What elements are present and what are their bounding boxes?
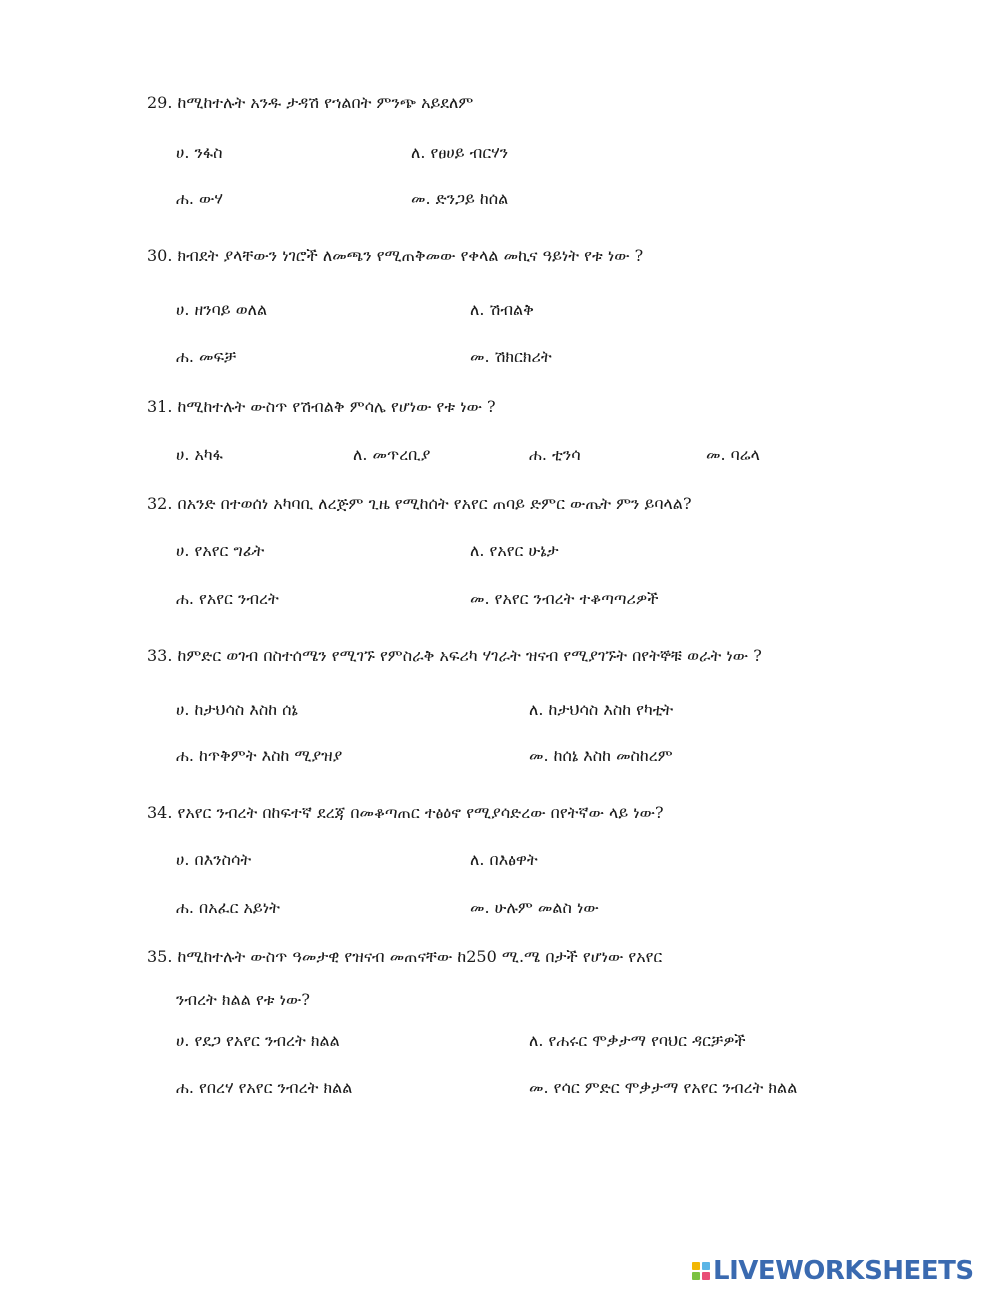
question-32: 32. በአንድ በተወሰነ አካባቢ ለረጅም ጊዜ የሚከሰት የአየር ጠባይ ድምር ውጤት ምን ይባላል? [147,494,692,513]
question-35-continuation: ንብረት ክልል የቱ ነው? [176,990,310,1009]
q32-option-d[interactable]: መ. የአየር ንብረት ተቆጣጣሪዎች [470,589,659,608]
q33-option-b[interactable]: ለ. ከታህሳስ እስከ የካቲት [529,700,674,719]
q31-option-c[interactable]: ሐ. ቲንሳ [529,445,581,464]
q33-option-d[interactable]: መ. ከሰኔ እስከ መስከረም [529,746,673,765]
q35-option-b[interactable]: ለ. የሐሩር ሞቃታማ የባህር ዳርቻዎች [529,1031,746,1050]
question-29: 29. ከሚከተሉት አንዱ ታዳሽ የኀልበት ምንጭ አይደለም [147,93,474,112]
q29-option-a[interactable]: ሀ. ንፋስ [176,143,223,162]
q35-option-a[interactable]: ሀ. የደጋ የአየር ንብረት ክልል [176,1031,340,1050]
logo-text: LIVEWORKSHEETS [713,1256,974,1286]
q30-option-b[interactable]: ለ. ሽብልቅ [470,300,534,319]
q35-option-d[interactable]: መ. የሳር ምድር ሞቃታማ የአየር ንብረት ክልል [529,1078,798,1097]
question-33: 33. ከምድር ወገብ በስተሰሜን የሚገኙ የምስራቅ አፍሪካ ሃገራት ዝናብ የሚያገኙት በየትኞቹ ወራት ነው ? [147,646,762,665]
q30-option-d[interactable]: መ. ሽክርክሪት [470,347,552,366]
q32-option-a[interactable]: ሀ. የአየር ግፊት [176,541,265,560]
q34-option-b[interactable]: ለ. በእፅዋት [470,850,538,869]
logo-square [702,1272,710,1280]
q31-option-b[interactable]: ለ. መጥረቢያ [353,445,431,464]
question-35: 35. ከሚከተሉት ውስጥ ዓመታዊ የዝናብ መጠናቸው ከ250 ሚ.ሜ በታች የሆነው የአየር [147,947,663,966]
q29-option-c[interactable]: ሐ. ውሃ [176,189,223,208]
liveworksheets-logo [692,1257,974,1285]
question-31: 31. ከሚከተሉት ውስጥ የሽብልቅ ምሳሌ የሆነው የቱ ነው ? [147,397,496,416]
q34-option-a[interactable]: ሀ. በእንስሳት [176,850,252,869]
q32-option-c[interactable]: ሐ. የአየር ንብረት [176,589,279,608]
logo-square [692,1272,700,1280]
q32-option-b[interactable]: ለ. የአየር ሁኔታ [470,541,559,560]
logo-square [702,1262,710,1270]
question-34: 34. የአየር ንብረት በከፍተኛ ደረጃ በመቆጣጠር ተፅዕኖ የሚያሳድረው በየትኛው ላይ ነው? [147,803,664,822]
q31-option-d[interactable]: መ. ባሬላ [706,445,760,464]
liveworksheets-logo-mark [692,1262,710,1280]
q33-option-a[interactable]: ሀ. ከታህሳስ እስከ ሰኔ [176,700,298,719]
q30-option-a[interactable]: ሀ. ዘንባይ ወለል [176,300,268,319]
q34-option-c[interactable]: ሐ. በአፈር አይነት [176,898,280,917]
q29-option-b[interactable]: ለ. የፀሀይ ብርሃን [411,143,509,162]
q33-option-c[interactable]: ሐ. ከጥቅምት እስከ ሚያዝያ [176,746,343,765]
question-30: 30. ክብደት ያላቸውን ነገሮች ለመጫን የሚጠቅመው የቀላል መኪና ዓይነት የቱ ነው ? [147,246,644,265]
q30-option-c[interactable]: ሐ. መፍቻ [176,347,237,366]
q31-option-a[interactable]: ሀ. አካፋ [176,445,223,464]
q35-option-c[interactable]: ሐ. የበረሃ የአየር ንብረት ክልል [176,1078,353,1097]
logo-square [692,1262,700,1270]
q29-option-d[interactable]: መ. ድንጋይ ከሰል [411,189,509,208]
q34-option-d[interactable]: መ. ሁሉም መልስ ነው [470,898,599,917]
